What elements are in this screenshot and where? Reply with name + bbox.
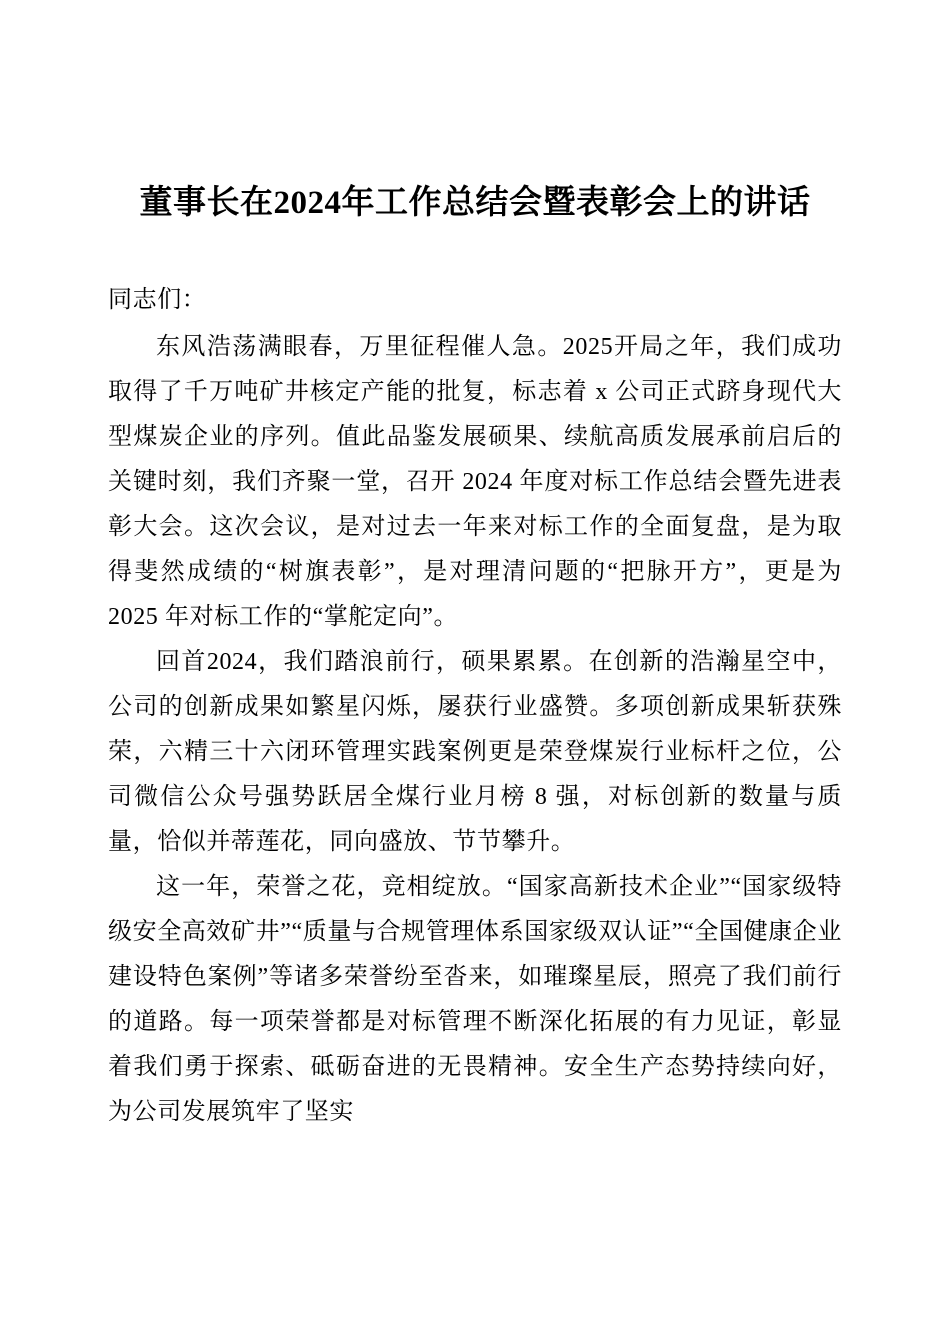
salutation: 同志们： — [108, 287, 207, 313]
page-title: 董事长在2024年工作总结会暨表彰会上的讲话 — [139, 185, 811, 221]
body-paragraph-1: 东风浩荡满眼春，万里征程催人急。2025开局之年，我们成功取得了千万吨矿井核定产能的批复，标志着 x 公司正式跻身现代大型煤炭企业的序列。值此品鉴发展硕果、续航高质发展承前启后的关键时刻，我们齐聚一堂，召开 2024 年度对标工作总结会暨先进表彰大会。这次会议，是对过去一年来对标工作的全面复盘，是为取得斐然成绩的“树旗表彰”，是对理清问题的“把脉开方”，更是为 2025 年对标工作的“掌舵定向”。 — [108, 334, 842, 630]
body-paragraph-3: 这一年，荣誉之花，竞相绽放。“国家高新技术企业”“国家级特级安全高效矿井”“质量与合规管理体系国家级双认证”“全国健康企业建设特色案例”等诸多荣誉纷至沓来，如璀璨星辰，照亮了我们前行的道路。每一项荣誉都是对标管理不断深化拓展的有力见证，彰显着我们勇于探索、砥砺奋进的无畏精神。安全生产态势持续向好，为公司发展筑牢了坚实 — [108, 874, 842, 1125]
body-paragraph-2: 回首2024，我们踏浪前行，硕果累累。在创新的浩瀚星空中，公司的创新成果如繁星闪烁，屡获行业盛赞。多项创新成果斩获殊荣，六精三十六闭环管理实践案例更是荣登煤炭行业标杆之位，公司微信公众号强势跃居全煤行业月榜 8 强，对标创新的数量与质量，恰似并蒂莲花，同向盛放、节节攀升。 — [108, 649, 842, 855]
